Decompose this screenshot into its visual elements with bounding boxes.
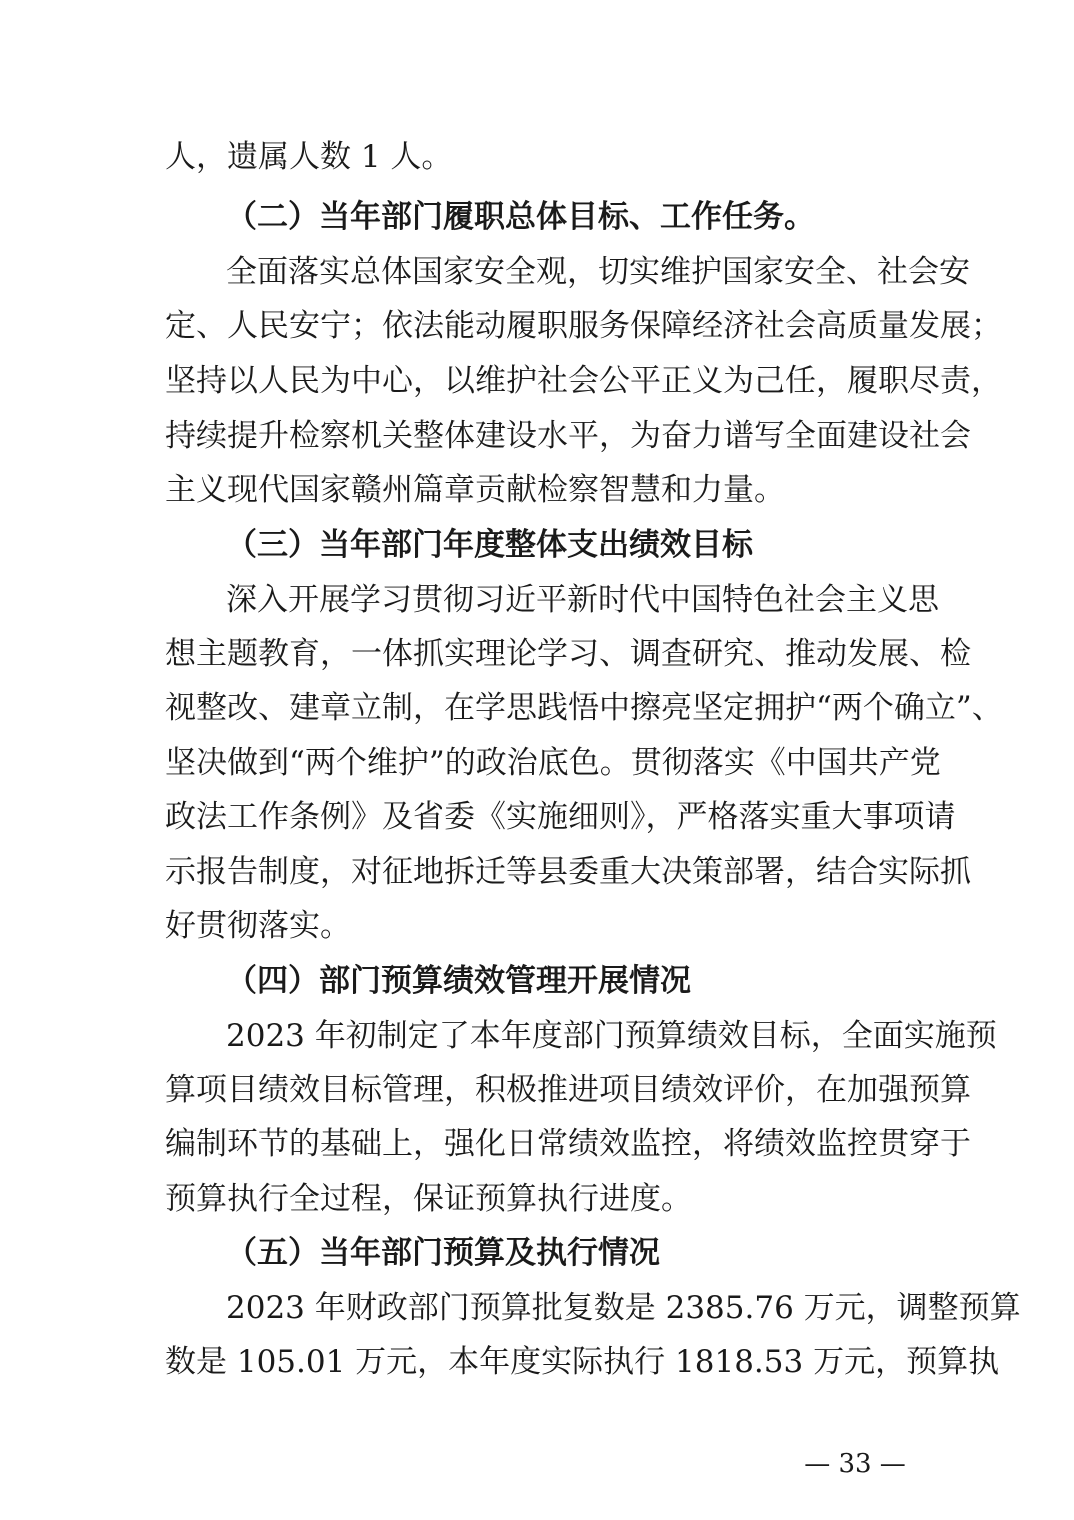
- section-heading: （三）当年部门年度整体支出绩效目标: [226, 527, 753, 563]
- paragraph-line: 全面落实总体国家安全观，切实维护国家安全、社会安: [226, 254, 970, 290]
- paragraph-line: 定、人民安宁；依法能动履职服务保障经济社会高质量发展；: [165, 308, 1002, 344]
- section-heading: （五）当年部门预算及执行情况: [226, 1235, 660, 1271]
- paragraph-line: 坚持以人民为中心，以维护社会公平正义为己任，履职尽责，: [165, 363, 1002, 399]
- paragraph-line: 想主题教育，一体抓实理论学习、调查研究、推动发展、检: [165, 636, 971, 672]
- section-heading: （四）部门预算绩效管理开展情况: [226, 963, 691, 999]
- paragraph-line: 编制环节的基础上，强化日常绩效监控，将绩效监控贯穿于: [165, 1126, 971, 1162]
- paragraph-line: 视整改、建章立制，在学思践悟中擦亮坚定拥护“两个确立”、: [165, 690, 1003, 726]
- section-heading: （二）当年部门履职总体目标、工作任务。: [226, 199, 815, 235]
- paragraph-line: 政法工作条例》及省委《实施细则》，严格落实重大事项请: [165, 799, 956, 835]
- paragraph-line: 算项目绩效目标管理，积极推进项目绩效评价，在加强预算: [165, 1072, 971, 1108]
- paragraph-line: 人，遗属人数 1 人。: [165, 139, 453, 175]
- paragraph-line: 持续提升检察机关整体建设水平，为奋力谱写全面建设社会: [165, 418, 971, 454]
- paragraph-line: 坚决做到“两个维护”的政治底色。贯彻落实《中国共产党: [165, 745, 941, 781]
- paragraph-line: 好贯彻落实。: [165, 908, 351, 944]
- paragraph-line: 2023 年财政部门预算批复数是 2385.76 万元，调整预算: [226, 1290, 1021, 1326]
- paragraph-line: 主义现代国家赣州篇章贡献检察智慧和力量。: [165, 472, 785, 508]
- paragraph-line: 预算执行全过程，保证预算执行进度。: [165, 1181, 692, 1217]
- paragraph-line: 2023 年初制定了本年度部门预算绩效目标，全面实施预: [226, 1018, 997, 1054]
- paragraph-line: 数是 105.01 万元，本年度实际执行 1818.53 万元，预算执: [165, 1344, 1000, 1380]
- paragraph-line: 深入开展学习贯彻习近平新时代中国特色社会主义思: [226, 582, 939, 618]
- paragraph-line: 示报告制度，对征地拆迁等县委重大决策部署，结合实际抓: [165, 854, 971, 890]
- page-number: — 33 —: [804, 1449, 906, 1479]
